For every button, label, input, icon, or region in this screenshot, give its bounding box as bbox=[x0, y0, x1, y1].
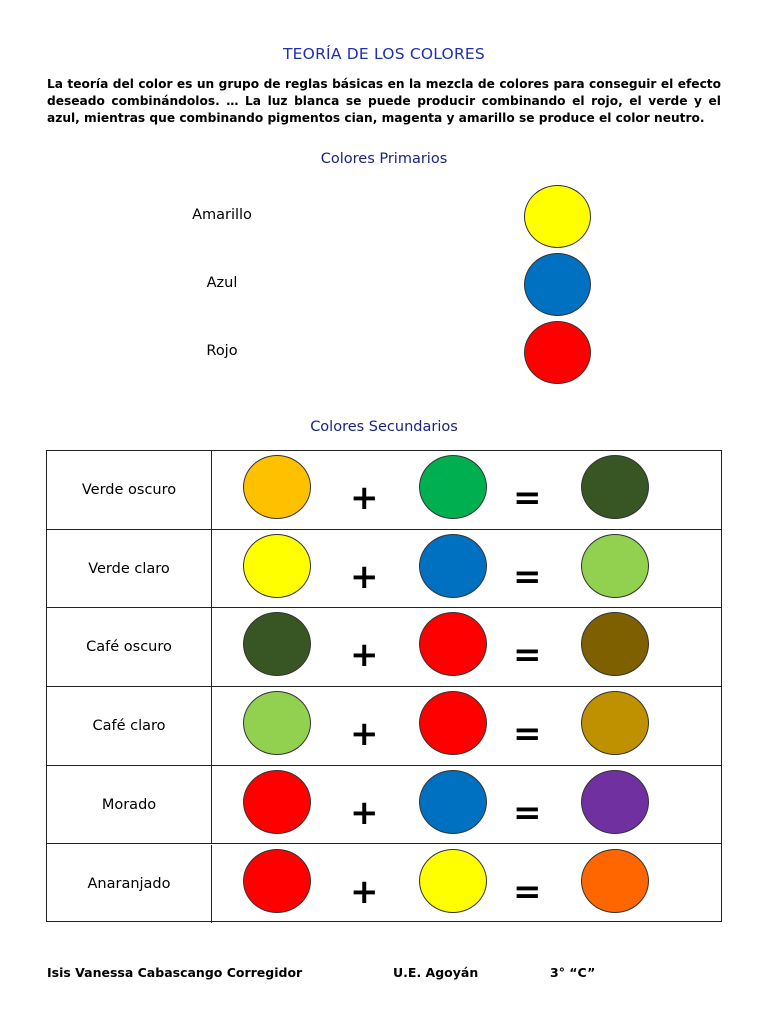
color-circle bbox=[419, 770, 487, 834]
result-circle bbox=[581, 612, 649, 676]
intro-paragraph: La teoría del color es un grupo de reglas básicas en la mezcla de colores para conseguir el efecto deseado combinándolos. … La luz blanca se puede producir combinando el rojo, el verde y el azul, mientras que combinando pigmentos cian, magenta y amarillo se produce el color neutro. bbox=[47, 77, 721, 125]
color-circle bbox=[243, 691, 311, 755]
secondary-label: Café oscuro bbox=[47, 608, 212, 686]
footer-author: Isis Vanessa Cabascango Corregidor bbox=[47, 965, 303, 980]
color-circle bbox=[524, 321, 591, 384]
table-row bbox=[47, 530, 721, 609]
color-circle bbox=[419, 691, 487, 755]
equals-sign: = bbox=[513, 478, 542, 518]
plus-sign: + bbox=[350, 635, 379, 676]
primary-row bbox=[0, 253, 768, 319]
color-circle bbox=[243, 455, 311, 519]
color-circle bbox=[243, 770, 311, 834]
table-row bbox=[47, 845, 721, 924]
result-circle bbox=[581, 455, 649, 519]
plus-sign: + bbox=[350, 871, 379, 912]
plus-sign: + bbox=[350, 478, 379, 518]
result-circle bbox=[581, 691, 649, 755]
table-row bbox=[47, 608, 721, 687]
secondary-label: Morado bbox=[47, 766, 212, 844]
primary-row bbox=[0, 185, 768, 251]
result-circle bbox=[581, 770, 649, 834]
secondary-label: Anaranjado bbox=[47, 845, 212, 924]
result-circle bbox=[581, 849, 649, 913]
primary-heading: Colores Primarios bbox=[320, 151, 448, 167]
color-circle bbox=[419, 612, 487, 676]
color-circle bbox=[419, 849, 487, 913]
equals-sign: = bbox=[513, 714, 542, 755]
secondary-label: Café claro bbox=[47, 687, 212, 765]
equals-sign: = bbox=[513, 635, 542, 676]
primary-label: Rojo bbox=[206, 343, 238, 359]
plus-sign: + bbox=[350, 792, 379, 833]
table-row bbox=[47, 766, 721, 845]
color-circle bbox=[243, 612, 311, 676]
color-circle bbox=[243, 849, 311, 913]
color-circle bbox=[419, 455, 487, 519]
color-circle bbox=[419, 534, 487, 598]
color-circle bbox=[524, 253, 591, 316]
plus-sign: + bbox=[350, 556, 379, 597]
primary-label: Amarillo bbox=[192, 207, 252, 223]
table-row bbox=[47, 451, 721, 530]
color-circle bbox=[524, 185, 591, 248]
equals-sign: = bbox=[513, 556, 542, 597]
secondary-table bbox=[46, 450, 722, 922]
equals-sign: = bbox=[513, 792, 542, 833]
table-row bbox=[47, 687, 721, 766]
footer-school: U.E. Agoyán bbox=[393, 965, 479, 980]
result-circle bbox=[581, 534, 649, 598]
secondary-label: Verde oscuro bbox=[47, 451, 212, 529]
plus-sign: + bbox=[350, 714, 379, 755]
secondary-label: Verde claro bbox=[47, 530, 212, 608]
primary-row bbox=[0, 321, 768, 387]
equals-sign: = bbox=[513, 871, 542, 912]
page-title: TEORÍA DE LOS COLORES bbox=[283, 45, 485, 63]
color-circle bbox=[243, 534, 311, 598]
secondary-heading: Colores Secundarios bbox=[310, 419, 458, 435]
footer-grade: 3° “C” bbox=[550, 965, 596, 980]
primary-label: Azul bbox=[206, 275, 238, 291]
